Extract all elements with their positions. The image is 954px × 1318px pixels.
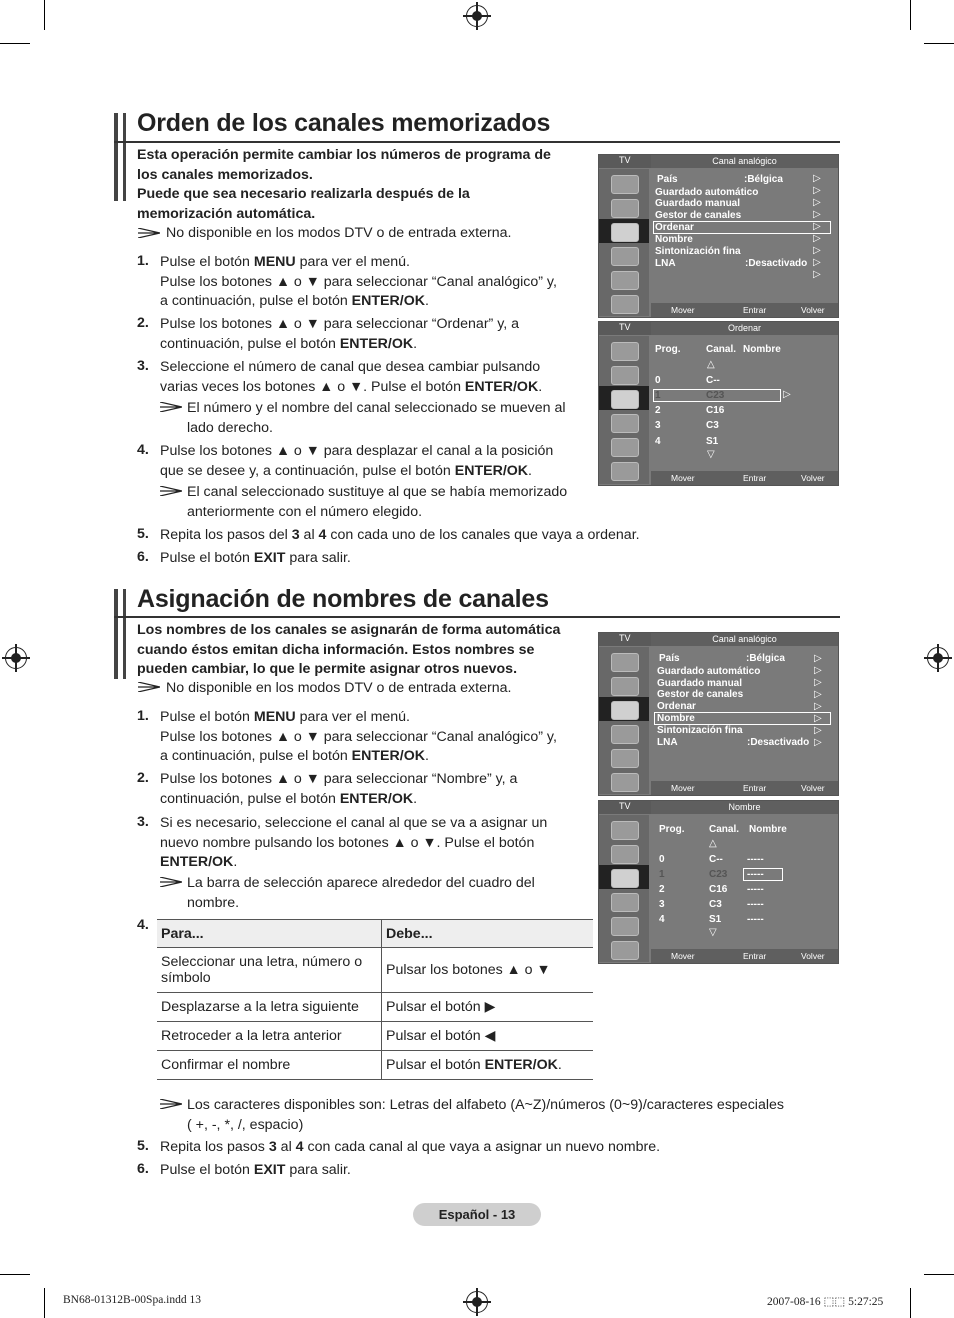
sound-icon bbox=[611, 366, 639, 385]
print-date: 2007-08-16 ⬚⬚ 5:27:25 bbox=[767, 1296, 884, 1308]
step-number: 2. bbox=[137, 770, 149, 786]
step-number: 4. bbox=[137, 917, 149, 933]
note-text: El número y el nombre del canal seleccionado se mueven al lado derecho. bbox=[187, 400, 566, 436]
registration-mark-icon bbox=[927, 647, 949, 669]
tv-menu-title: Ordenar bbox=[651, 322, 838, 335]
step-text: Pulse los botones ▲ o ▼ para seleccionar “Nombre” y, a continuación, pulse el botón ENTER/OK. bbox=[160, 771, 518, 807]
title-rule bbox=[114, 141, 840, 143]
setup-icon bbox=[611, 247, 639, 266]
section-title: Orden de los canales memorizados bbox=[137, 109, 551, 137]
step-text: Pulse los botones ▲ o ▼ para desplazar el canal a la posición que se desee y, a continuación, pulse el botón ENTER/OK. bbox=[160, 443, 554, 479]
application-icon bbox=[611, 773, 639, 792]
input-icon bbox=[611, 749, 639, 768]
title-rule bbox=[114, 616, 840, 618]
step-text: Pulse el botón MENU para ver el menú. Pulse los botones ▲ o ▼ para seleccionar “Canal analógico” y, a continuación, pulse el botón ENTER/OK. bbox=[160, 709, 557, 764]
step-text: Pulse el botón EXIT para salir. bbox=[160, 1162, 351, 1178]
page-number-label: Español - 13 bbox=[413, 1203, 541, 1226]
application-icon bbox=[611, 295, 639, 314]
step-text: Pulse los botones ▲ o ▼ para seleccionar “Ordenar” y, a continuación, pulse el botón ENTER/OK. bbox=[160, 316, 520, 352]
tv-menu-canal-analogico: TV Canal analógico País :Bélgica Guardado automático Guardado manual Gestor de canales Ordenar Nombre Sintonización fina LNA :Desactivado ▷ ▷ ▷ ▷ ▷ ▷ ▷ ▷ ▷ Mover Entrar Volver bbox=[598, 154, 839, 318]
picture-icon bbox=[611, 653, 639, 672]
section-bar bbox=[123, 113, 126, 201]
note-arrow-icon bbox=[160, 1099, 182, 1109]
note-arrow-icon bbox=[160, 877, 182, 887]
step-text: Seleccione el número de canal que desea cambiar pulsando varias veces los botones ▲ o ▼. Pulse el botón ENTER/OK. bbox=[160, 359, 543, 395]
note-arrow-icon bbox=[138, 228, 160, 238]
step-number: 4. bbox=[137, 442, 149, 458]
tv-menu-nombre: TV Nombre Prog. Canal. Nombre △ 0 C-- ----- 1 C23 ----- 2 C16 ----- 3 C3 ----- 4 S1 ----- ▽ Mover Entrar Volver bbox=[598, 800, 839, 964]
section-bar bbox=[114, 589, 118, 679]
tv-menu-title: Canal analógico bbox=[651, 155, 838, 168]
application-icon bbox=[611, 941, 639, 960]
note-text: No disponible en los modos DTV o de entrada externa. bbox=[166, 680, 512, 696]
step-number: 1. bbox=[137, 708, 149, 724]
note-text: No disponible en los modos DTV o de entrada externa. bbox=[166, 225, 512, 241]
tv-menu-canal-analogico: TV Canal analógico País :Bélgica Guardado automático Guardado manual Gestor de canales Ordenar Nombre Sintonización fina LNA :Desactivado ▷ ▷ ▷ ▷ ▷ ▷ ▷ ▷ Mover Entrar Volver bbox=[598, 632, 839, 796]
note-text: Los caracteres disponibles son: Letras del alfabeto (A~Z)/números (0~9)/caracteres especiales ( +, -, *, /, espacio) bbox=[187, 1097, 784, 1133]
picture-icon bbox=[611, 175, 639, 194]
step-text: Si es necesario, seleccione el canal al que se va a asignar un nuevo nombre pulsando los botones ▲ o ▼. Pulse el botón ENTER/OK. bbox=[160, 815, 548, 870]
tv-menu-title: Nombre bbox=[651, 801, 838, 814]
input-icon bbox=[611, 438, 639, 457]
intro-text: Los nombres de los canales se asignarán de forma automática cuando éstos emitan dicha información. Estos nombres se pueden cambiar, lo que le permite asignar otros nuevos. bbox=[137, 622, 561, 677]
registration-mark-icon bbox=[466, 5, 488, 27]
channel-icon bbox=[611, 390, 639, 409]
registration-mark-icon bbox=[466, 1291, 488, 1313]
channel-icon bbox=[611, 869, 639, 888]
note-text: El canal seleccionado sustituye al que se había memorizado anteriormente con el número elegido. bbox=[187, 484, 568, 520]
sound-icon bbox=[611, 845, 639, 864]
tv-menu-ordenar: TV Ordenar Prog. Canal. Nombre △ 0 C-- 1 C23 ▷ 2 C16 3 C3 4 S1 ▽ Mover Entrar Volver bbox=[598, 321, 839, 486]
input-icon bbox=[611, 271, 639, 290]
step-text: Repita los pasos del 3 al 4 con cada uno de los canales que vaya a ordenar. bbox=[160, 527, 640, 543]
sound-icon bbox=[611, 677, 639, 696]
picture-icon bbox=[611, 342, 639, 361]
note-arrow-icon bbox=[138, 682, 160, 692]
step-number: 1. bbox=[137, 253, 149, 269]
sound-icon bbox=[611, 199, 639, 218]
section-bar bbox=[123, 589, 126, 679]
step-number: 6. bbox=[137, 1161, 149, 1177]
file-info: BN68-01312B-00Spa.indd 13 bbox=[63, 1294, 201, 1306]
input-icon bbox=[611, 917, 639, 936]
application-icon bbox=[611, 462, 639, 481]
note-text: La barra de selección aparece alrededor del cuadro del nombre. bbox=[187, 875, 535, 911]
step-number: 3. bbox=[137, 358, 149, 374]
setup-icon bbox=[611, 414, 639, 433]
registration-mark-icon bbox=[5, 647, 27, 669]
setup-icon bbox=[611, 725, 639, 744]
step-number: 5. bbox=[137, 1138, 149, 1154]
tv-menu-title: Canal analógico bbox=[651, 633, 838, 646]
setup-icon bbox=[611, 893, 639, 912]
step-text: Repita los pasos 3 al 4 con cada canal al que vaya a asignar un nuevo nombre. bbox=[160, 1139, 661, 1155]
step-text: Pulse el botón EXIT para salir. bbox=[160, 550, 351, 566]
channel-icon bbox=[611, 223, 639, 242]
section-title: Asignación de nombres de canales bbox=[137, 585, 549, 613]
note-arrow-icon bbox=[160, 486, 182, 496]
key-table: Para... Debe... Seleccionar una letra, número o símbolo Pulsar los botones ▲ o ▼ Desplazarse a la letra siguiente Pulsar el botón ▶ Retroceder a la letra anterior Pulsar el botón ◀ Confirmar el nombre Pulsar el botón ENTER/OK. bbox=[157, 919, 593, 1080]
picture-icon bbox=[611, 821, 639, 840]
channel-icon bbox=[611, 701, 639, 720]
section-bar bbox=[114, 113, 118, 201]
step-number: 3. bbox=[137, 814, 149, 830]
step-text: Pulse el botón MENU para ver el menú. Pulse los botones ▲ o ▼ para seleccionar “Canal analógico” y, a continuación, pulse el botón ENTER/OK. bbox=[160, 254, 557, 309]
step-number: 5. bbox=[137, 526, 149, 542]
step-number: 2. bbox=[137, 315, 149, 331]
intro-text: Esta operación permite cambiar los números de programa de los canales memorizados. Puede que sea necesario realizarla después de la memorización automática. bbox=[137, 147, 551, 222]
note-arrow-icon bbox=[160, 402, 182, 412]
step-number: 6. bbox=[137, 549, 149, 565]
